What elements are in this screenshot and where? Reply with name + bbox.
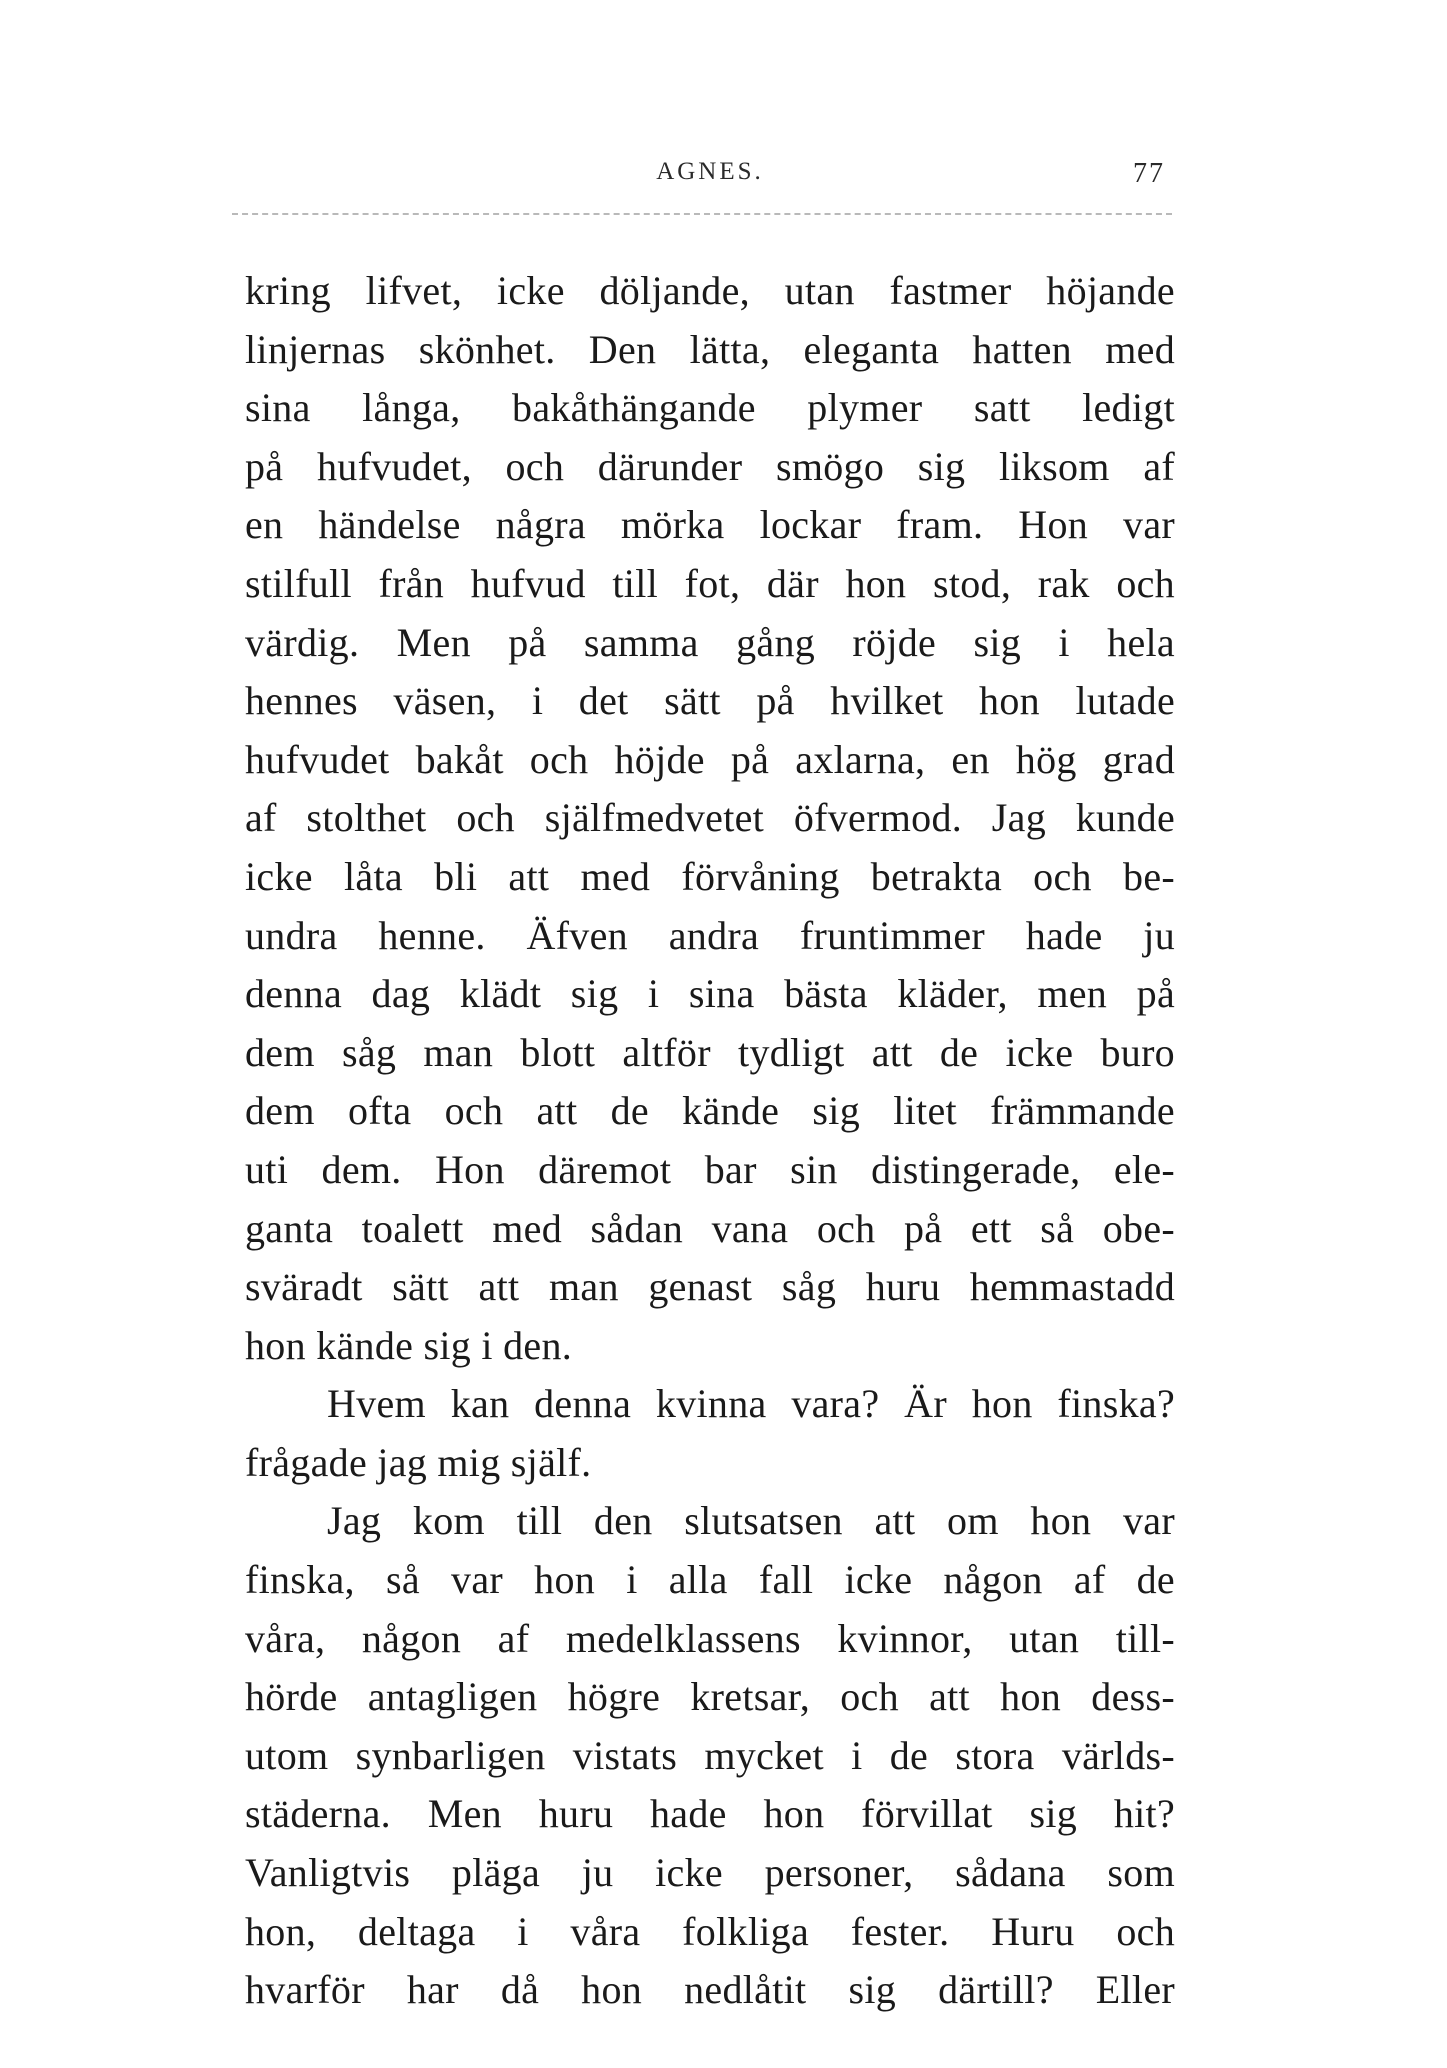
text-line: frågade jag mig själf. bbox=[245, 1439, 592, 1485]
text-line: hon, deltaga i våra folkliga fester. Huru och bbox=[245, 1908, 1175, 1954]
running-head bbox=[245, 158, 1175, 198]
text-line: denna dag klädt sig i sina bästa kläder, men på bbox=[245, 971, 1175, 1017]
text-line: hufvudet bakåt och höjde på axlarna, en hög grad bbox=[245, 736, 1175, 782]
text-line: ganta toalett med sådan vana och på ett så obe- bbox=[245, 1205, 1175, 1251]
text-line: värdig. Men på samma gång röjde sig i hela bbox=[245, 619, 1175, 665]
page-number: 77 bbox=[1133, 158, 1165, 189]
text-line: hennes väsen, i det sätt på hvilket hon lutade bbox=[245, 678, 1175, 724]
text-line: sina långa, bakåthängande plymer satt ledigt bbox=[245, 385, 1175, 431]
text-line: kring lifvet, icke döljande, utan fastmer höjande bbox=[245, 268, 1175, 313]
text-line: Jag kom till den slutsatsen att om hon var bbox=[327, 1498, 1175, 1544]
text-line: icke låta bli att med förvåning betrakta och be- bbox=[245, 853, 1175, 899]
text-line: dem såg man blott altför tydligt att de icke buro bbox=[245, 1029, 1175, 1075]
text-line: stilfull från hufvud till fot, där hon stod, rak och bbox=[245, 560, 1175, 606]
text-line: finska, så var hon i alla fall icke någon af de bbox=[245, 1557, 1175, 1603]
text-line: uti dem. Hon däremot bar sin distingerade, ele- bbox=[245, 1146, 1175, 1192]
text-line: utom synbarligen vistats mycket i de stora världs- bbox=[245, 1732, 1175, 1778]
text-line: en händelse några mörka lockar fram. Hon var bbox=[245, 502, 1175, 548]
body-text bbox=[245, 262, 1175, 2020]
text-line: Hvem kan denna kvinna vara? Är hon finska? bbox=[327, 1381, 1175, 1427]
text-line: Vanligtvis pläga ju icke personer, sådana som bbox=[245, 1850, 1175, 1896]
text-line: hon kände sig i den. bbox=[245, 1322, 573, 1368]
text-line: hvarför har då hon nedlåtit sig därtill? Eller bbox=[245, 1967, 1175, 2013]
text-line: på hufvudet, och därunder smögo sig liksom af bbox=[245, 443, 1175, 489]
header-rule bbox=[232, 213, 1172, 215]
running-title: AGNES. bbox=[656, 158, 764, 185]
text-line: våra, någon af medelklassens kvinnor, utan till- bbox=[245, 1615, 1175, 1661]
text-line: undra henne. Äfven andra fruntimmer hade ju bbox=[245, 912, 1175, 958]
text-line: dem ofta och att de kände sig litet främmande bbox=[245, 1088, 1175, 1134]
text-line: sväradt sätt att man genast såg huru hemmastadd bbox=[245, 1264, 1175, 1310]
text-line: af stolthet och själfmedvetet öfvermod. Jag kunde bbox=[245, 795, 1175, 841]
text-line: städerna. Men huru hade hon förvillat sig hit? bbox=[245, 1791, 1175, 1837]
text-line: linjernas skönhet. Den lätta, eleganta hatten med bbox=[245, 326, 1175, 372]
text-line: hörde antagligen högre kretsar, och att hon dess- bbox=[245, 1674, 1175, 1720]
